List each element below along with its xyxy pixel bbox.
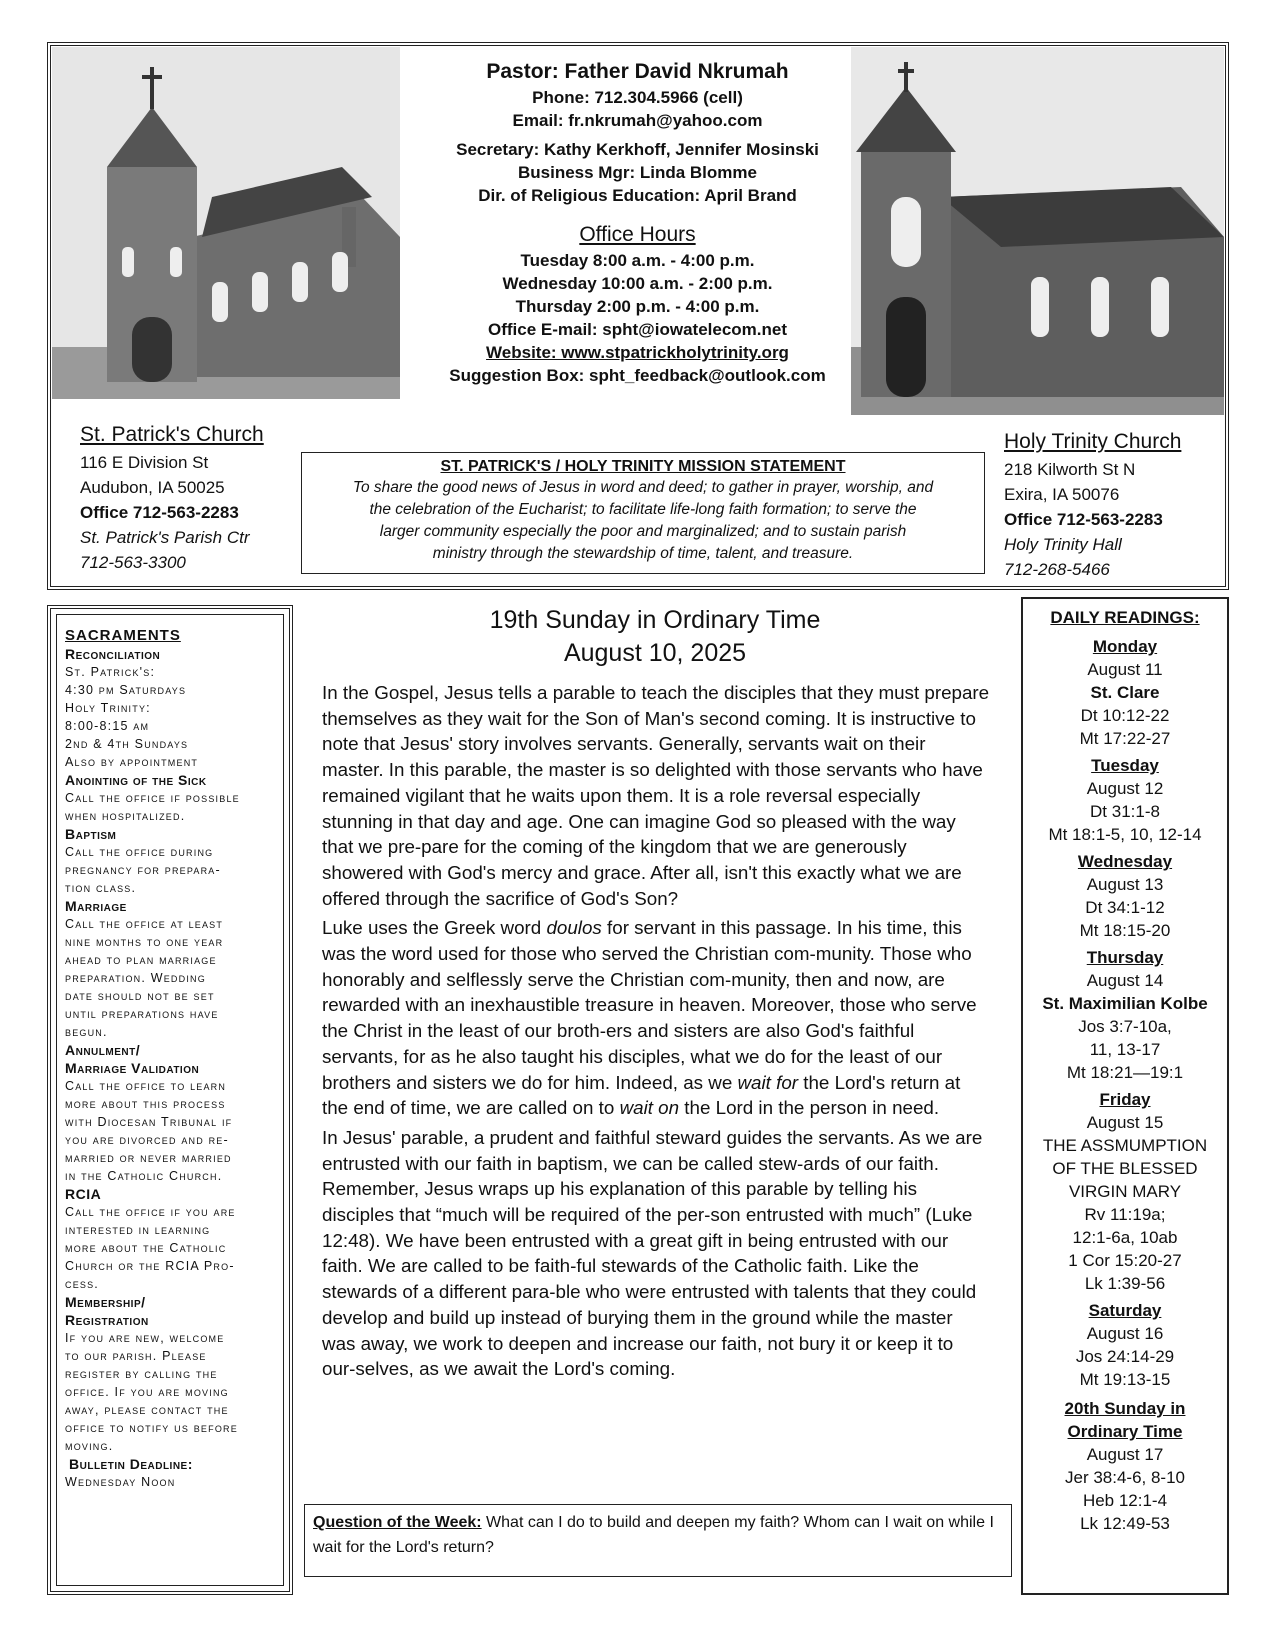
sac-line: 2nd & 4th Sundays [65, 737, 189, 751]
reading-line: Mt 17:22-27 [1079, 729, 1171, 748]
sac-line: 4:30 pm Saturdays [65, 683, 187, 697]
bulletin-deadline-text: Wednesday Noon [65, 1475, 176, 1489]
business-manager: Business Mgr: Linda Blomme [518, 163, 757, 182]
sunday-heading-line1: 20th Sunday in [1064, 1399, 1186, 1418]
sac-line: Call the office to learn [65, 1079, 227, 1093]
text-run: for servant in this passage. In his time, this was the word used for those who served the Christian com-munity. Those who honorably and selflessly serve the Christian com-munity, then and now, are rewarded with an inexhaustible treasure in heaven. Moreover, those who serve the Christ in the least of our broth-ers and sisters are also God's faithful servants, for as he also taught his disciples, what we do for the least of our brothers and sisters we do for him. Indeed, as we [322, 917, 977, 1093]
sac-line: more about the Catholic [65, 1241, 227, 1255]
sac-line: 8:00-8:15 am [65, 719, 150, 733]
reading-line: Jer 38:4-6, 8-10 [1064, 1468, 1185, 1487]
sac-line: tion class. [65, 881, 137, 895]
monday-date: August 11 [1087, 660, 1163, 679]
mission-statement [301, 452, 985, 574]
reading-line: 11, 13-17 [1089, 1040, 1161, 1059]
saturday-date: August 16 [1086, 1324, 1164, 1343]
friday-date: August 15 [1086, 1113, 1164, 1132]
reading-line: 12:1-6a, 10ab [1072, 1228, 1178, 1247]
sac-line: Holy Trinity: [65, 701, 151, 715]
monday-saint: St. Clare [1090, 683, 1160, 702]
bulletin-deadline-heading: Bulletin Deadline: [69, 1456, 193, 1472]
saturday-heading: Saturday [1088, 1301, 1162, 1320]
website-link[interactable]: Website: www.stpatrickholytrinity.org [486, 343, 789, 362]
pastor-email[interactable]: Email: fr.nkrumah@yahoo.com [512, 111, 763, 130]
sac-line: preparation. Wedding [65, 971, 206, 985]
holy-trinity-hall: Holy Trinity Hall [1004, 535, 1122, 554]
sac-line: begun. [65, 1025, 108, 1039]
sac-line: to our parish. Please [65, 1349, 207, 1363]
qotw-text: What can I do to build and deepen my faith? Whom can I wait on while I wait for the Lord's return? [313, 1514, 994, 1556]
holy-trinity-church-photo [851, 47, 1224, 415]
st-patrick-office: Office 712-563-2283 [80, 503, 239, 522]
anointing-heading: Anointing of the Sick [65, 772, 207, 788]
sac-line: Also by appointment [65, 755, 199, 769]
text-run: Luke uses the Greek word [322, 917, 547, 939]
sac-line: If you are new, welcome [65, 1331, 225, 1345]
reading-line: Dt 10:12-22 [1080, 706, 1170, 725]
holy-trinity-city: Exira, IA 50076 [1004, 485, 1120, 504]
holy-trinity-office: Office 712-563-2283 [1004, 510, 1163, 529]
sacraments-title: SACRAMENTS [65, 627, 181, 644]
pastor-name: Pastor: Father David Nkrumah [486, 60, 789, 83]
sac-line: St. Patrick's: [65, 665, 156, 679]
italic-run: wait for [737, 1071, 799, 1093]
sac-line: nine months to one year [65, 935, 224, 949]
office-hours-title: Office Hours [579, 223, 696, 246]
reading-line: Lk 1:39-56 [1084, 1274, 1166, 1293]
st-patrick-church-photo [52, 47, 400, 399]
tuesday-date: August 12 [1086, 779, 1164, 798]
holy-trinity-name: Holy Trinity Church [1004, 430, 1182, 453]
registration-heading: Registration [65, 1312, 149, 1328]
sacraments-panel [47, 605, 293, 1595]
reading-line: Dt 31:1-8 [1090, 802, 1160, 821]
reading-line: OF THE BLESSED [1052, 1159, 1198, 1178]
sac-line: Call the office during [65, 845, 214, 859]
holy-trinity-hall-phone: 712-268-5466 [1004, 560, 1110, 579]
article-paragraph-3: In Jesus' parable, a prudent and faithful steward guides the servants. As we are entrusted with our faith in baptism, we can be called stew-ards of our faith. Remember, Jesus wraps up his explanation of this parable by telling his disciples that “much will be required of the per-son entrusted with much” (Luke 12:48). We have been entrusted with a great gift in being entrusted with our faith. We are called to be faith-ful stewards of the Catholic faith. Like the stewards of a different para-ble who were entrusted with talents that they could develop and build up instead of burying them in the ground while the master was away, we work to deepen and increase our faith, not bury it or keep it to our-selves, as we await the Lord's coming. [322, 1126, 983, 1380]
sunday-date: August 17 [1086, 1445, 1164, 1464]
text-run: the Lord's return at the end of time, we are called on to [322, 1071, 961, 1119]
sac-line: moving. [65, 1439, 114, 1453]
reconciliation-heading: Reconciliation [65, 646, 161, 662]
sac-line: date should not be set [65, 989, 215, 1003]
italic-run: doulos [546, 917, 602, 939]
reading-line: 1 Cor 15:20-27 [1068, 1251, 1182, 1270]
st-patrick-center-phone: 712-563-3300 [80, 553, 186, 572]
reading-line: Mt 19:13-15 [1079, 1370, 1171, 1389]
reading-line: Jos 24:14-29 [1075, 1347, 1175, 1366]
wednesday-date: August 13 [1086, 875, 1164, 894]
article-title-line1: 19th Sunday in Ordinary Time [489, 606, 821, 634]
sac-line: Church or the RCIA Pro- [65, 1259, 235, 1273]
question-of-the-week [304, 1504, 1012, 1577]
st-patrick-info [80, 420, 290, 575]
sac-line: when hospitalized. [65, 809, 186, 823]
annulment-heading: Annulment/ [65, 1042, 141, 1058]
mission-line: To share the good news of Jesus in word and deed; to gather in prayer, worship, and [352, 479, 934, 496]
office-hours-thursday: Thursday 2:00 p.m. - 4:00 p.m. [515, 297, 760, 316]
sac-line: in the Catholic Church. [65, 1169, 223, 1183]
sac-line: until preparations have [65, 1007, 219, 1021]
italic-run: wait on [619, 1097, 680, 1119]
sac-line: ahead to plan marriage [65, 953, 217, 967]
st-patrick-center: St. Patrick's Parish Ctr [80, 528, 250, 547]
sac-line: you are divorced and re- [65, 1133, 229, 1147]
reading-line: Mt 18:21—19:1 [1066, 1063, 1184, 1082]
qotw-label: Question of the Week: [313, 1514, 482, 1531]
suggestion-box[interactable]: Suggestion Box: spht_feedback@outlook.com [449, 366, 826, 385]
sac-line: with Diocesan Tribunal if [65, 1115, 233, 1129]
monday-heading: Monday [1092, 637, 1158, 656]
religious-education-director: Dir. of Religious Education: April Brand [478, 186, 797, 205]
article-body [322, 680, 990, 1386]
reading-line: VIRGIN MARY [1068, 1182, 1182, 1201]
sac-line: office. If you are moving [65, 1385, 229, 1399]
thursday-saint: St. Maximilian Kolbe [1042, 994, 1208, 1013]
sac-line: Call the office if you are [65, 1205, 236, 1219]
holy-trinity-street: 218 Kilworth St N [1004, 460, 1136, 479]
st-patrick-name: St. Patrick's Church [80, 423, 264, 446]
pastor-phone: Phone: 712.304.5966 (cell) [532, 88, 743, 107]
mission-line: larger community especially the poor and marginalized; and to sustain parish [379, 523, 907, 540]
article-date: August 10, 2025 [563, 639, 747, 667]
marriage-validation-heading: Marriage Validation [65, 1060, 200, 1076]
office-email[interactable]: Office E-mail: spht@iowatelecom.net [487, 320, 788, 339]
article-paragraph-2 [322, 915, 990, 1121]
wednesday-heading: Wednesday [1077, 852, 1173, 871]
reading-line: Mt 18:1-5, 10, 12-14 [1048, 825, 1202, 844]
tuesday-heading: Tuesday [1091, 756, 1159, 775]
reading-line: THE ASSMUMPTION [1042, 1136, 1208, 1155]
thursday-heading: Thursday [1086, 948, 1164, 967]
mission-line: the celebration of the Eucharist; to facilitate life-long faith formation; to serve the [369, 501, 917, 518]
mission-title: ST. PATRICK'S / HOLY TRINITY MISSION STATEMENT [440, 458, 846, 475]
holy-trinity-info [1004, 427, 1219, 582]
sac-line: register by calling the [65, 1367, 218, 1381]
sunday-heading-line2: Ordinary Time [1067, 1422, 1183, 1441]
sac-line: cess. [65, 1277, 99, 1291]
text-run: the Lord in the person in need. [679, 1097, 940, 1119]
sac-line: Call the office at least [65, 917, 224, 931]
thursday-date: August 14 [1086, 971, 1164, 990]
st-patrick-city: Audubon, IA 50025 [80, 478, 225, 497]
friday-heading: Friday [1099, 1090, 1151, 1109]
reading-line: Jos 3:7-10a, [1078, 1017, 1172, 1036]
article-paragraph-1: In the Gospel, Jesus tells a parable to teach the disciples that they must prepare themselves as they wait for the Son of Man's second coming. It is instructive to note that Jesus' story involves servants. Generally, servants wait on their master. In this parable, the master is so delighted with those servants who have remained vigilant that he waits upon them. It is a role reversal especially stunning in that day and age. One can imagine God so pleased with the way that we pre-pare for the coming of the kingdom that we are generously showered with God's mercy and grace. After all, isn't this exactly what we are offered through the sacrifice of God's Son? [322, 682, 990, 909]
secretary: Secretary: Kathy Kerkhoff, Jennifer Mosinski [456, 140, 819, 159]
sac-line: away, please contact the [65, 1403, 229, 1417]
baptism-heading: Baptism [65, 826, 117, 842]
daily-readings-title: DAILY READINGS: [1050, 608, 1200, 627]
reading-line: Mt 18:15-20 [1079, 921, 1171, 940]
office-hours-tuesday: Tuesday 8:00 a.m. - 4:00 p.m. [520, 251, 755, 270]
daily-readings-panel [1021, 597, 1229, 1595]
reading-line: Dt 34:1-12 [1085, 898, 1165, 917]
marriage-heading: Marriage [65, 898, 127, 914]
membership-heading: Membership/ [65, 1294, 146, 1310]
sac-line: office to notify us before [65, 1421, 238, 1435]
reading-line: Rv 11:19a; [1084, 1205, 1166, 1224]
sac-line: interested in learning [65, 1223, 211, 1237]
reading-line: Heb 12:1-4 [1082, 1491, 1168, 1510]
article-title [320, 604, 990, 670]
rcia-heading: RCIA [65, 1186, 102, 1202]
sac-line: Call the office if possible [65, 791, 240, 805]
contact-block [410, 58, 865, 387]
mission-line: ministry through the stewardship of time, talent, and treasure. [432, 545, 854, 562]
sac-line: married or never married [65, 1151, 232, 1165]
st-patrick-street: 116 E Division St [80, 453, 209, 472]
office-hours-wednesday: Wednesday 10:00 a.m. - 2:00 p.m. [502, 274, 773, 293]
reading-line: Lk 12:49-53 [1080, 1514, 1170, 1533]
sac-line: pregnancy for prepara- [65, 863, 221, 877]
sac-line: more about this process [65, 1097, 226, 1111]
